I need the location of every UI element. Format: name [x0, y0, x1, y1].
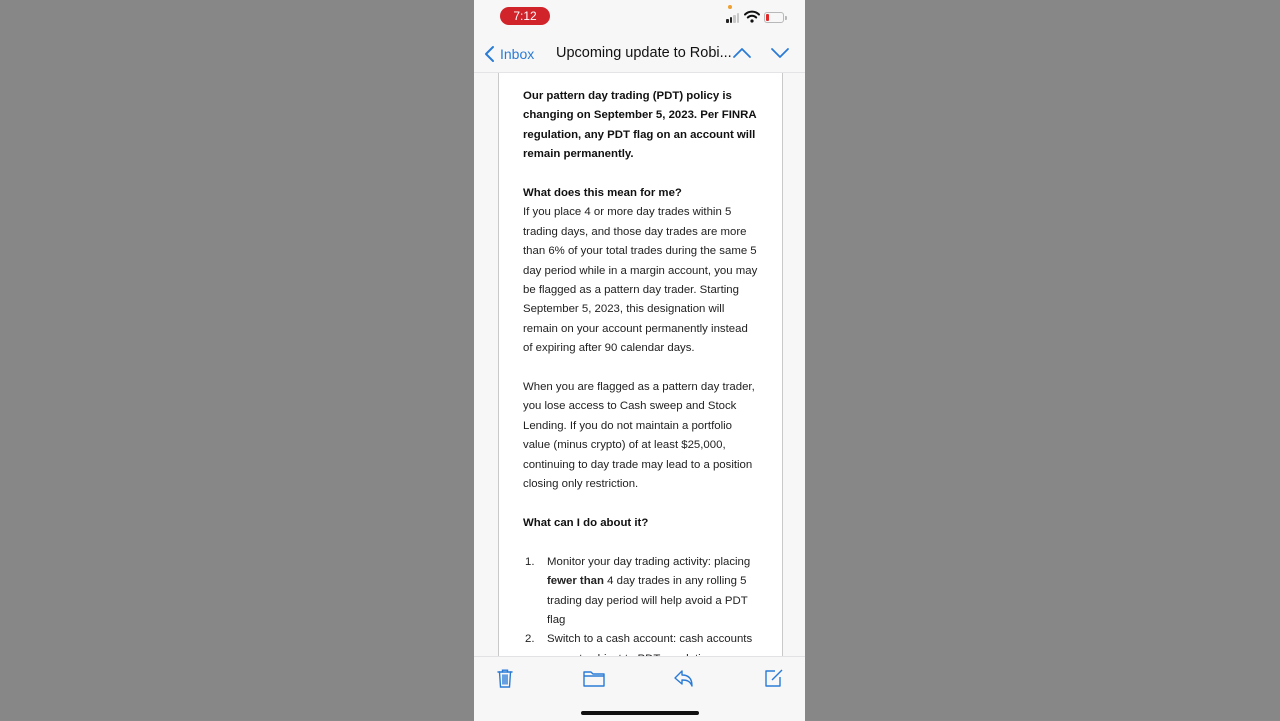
email-subject-title: Upcoming update to Robi... — [556, 45, 732, 61]
section-heading-actions: What can I do about it? — [523, 516, 649, 529]
next-message-button[interactable] — [770, 45, 790, 61]
previous-message-button[interactable] — [732, 45, 752, 61]
section-body-meaning: If you place 4 or more day trades within 5 trading days, and those day trades are more than 6% of your total trades during the same 5 day period while in a margin account, you may be flagged as a pattern day trader. Starting September 5, 2023, this designation will remain on your account permanently instead of expiring after 90 calendar days. — [523, 206, 758, 355]
phone-screen — [474, 0, 805, 720]
compose-button[interactable] — [763, 667, 785, 689]
email-body — [523, 87, 759, 669]
trash-button[interactable] — [494, 667, 516, 689]
mail-nav-bar — [474, 34, 805, 73]
cellular-signal-icon — [726, 12, 740, 23]
move-to-folder-button[interactable] — [582, 667, 606, 689]
reply-icon — [675, 671, 692, 686]
action-list — [523, 553, 759, 669]
home-indicator[interactable] — [581, 711, 699, 715]
section-heading-meaning: What does this mean for me? — [523, 187, 682, 200]
folder-icon — [584, 672, 604, 686]
email-content-scroll[interactable] — [498, 73, 783, 656]
compose-icon — [766, 670, 782, 686]
chevron-left-icon — [482, 45, 498, 63]
section-body-consequences: When you are flagged as a pattern day trader, you lose access to Cash sweep and Stock Lending. If you do not maintain a portfolio value (minus crypto) of at least $25,000, continuing to day trade may lead to a position closing only restriction. — [523, 381, 755, 491]
status-bar — [474, 0, 805, 34]
battery-low-icon — [764, 12, 784, 23]
list-item: 2. Switch to a cash account: cash accounts — [525, 633, 753, 646]
back-to-inbox-button[interactable] — [482, 44, 534, 64]
video-letterbox-right — [805, 0, 1280, 720]
reply-button[interactable] — [673, 667, 695, 689]
trash-icon — [498, 670, 512, 687]
recording-dot-icon — [728, 5, 732, 9]
back-label: Inbox — [500, 46, 535, 62]
email-intro: Our pattern day trading (PDT) policy is changing on September 5, 2023. Per FINRA regulation, any PDT flag on an account will remain permanently. — [523, 90, 757, 161]
wifi-icon — [744, 10, 760, 23]
status-time: 7:12 — [500, 7, 550, 25]
mail-toolbar — [474, 656, 805, 721]
video-letterbox-left — [0, 0, 474, 720]
list-item: 1. Monitor your day trading activity: placing fewer than 4 day trades in any rolling 5 trading day period will help avoid a PDT flag — [525, 555, 751, 626]
